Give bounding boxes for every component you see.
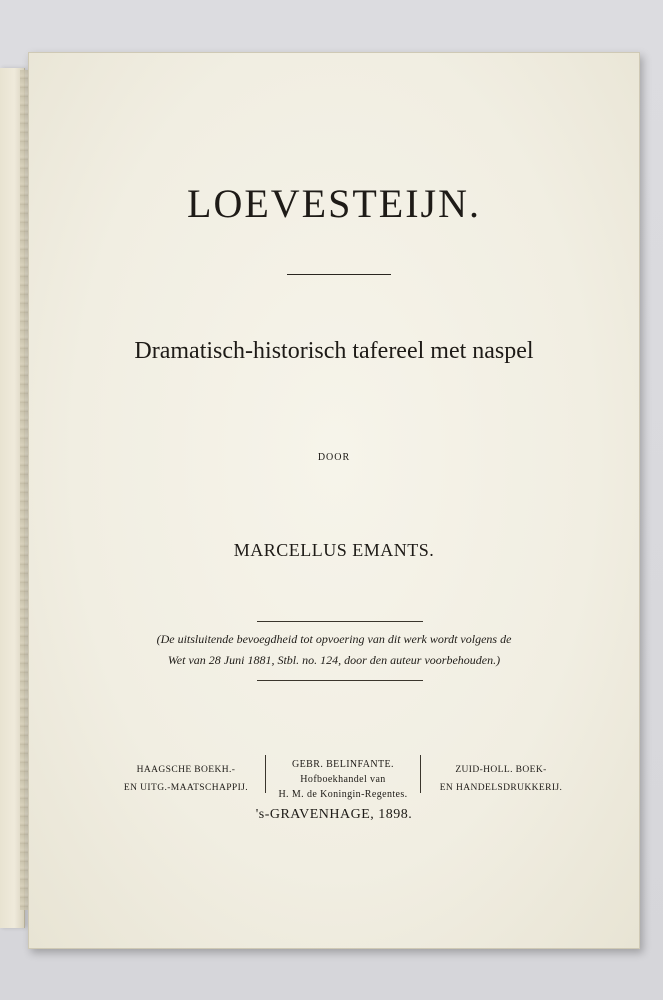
publisher-middle-line: Hofboekhandel van: [300, 774, 386, 785]
rights-notice: [29, 629, 639, 671]
book-title: LOEVESTEIJN.: [187, 181, 481, 226]
notice-rule-top: [257, 621, 423, 622]
rights-notice-line-2: Wet van 28 Juni 1881, Stbl. no. 124, door den auteur voorbehouden.): [167, 653, 501, 667]
author-name: MARCELLUS EMANTS.: [233, 540, 435, 560]
publisher-middle-line: GEBR. BELINFANTE.: [292, 759, 394, 770]
publisher-middle-line: H. M. de Koningin-Regentes.: [278, 789, 408, 800]
publisher-left: [107, 761, 265, 797]
title-page: [28, 52, 640, 949]
publisher-divider: [265, 755, 266, 793]
publisher-left-line: EN UITG.-MAATSCHAPPIJ.: [123, 783, 249, 793]
book-subtitle: Dramatisch-historisch tafereel met naspel: [134, 338, 534, 364]
notice-rule-bottom: [257, 680, 423, 681]
publisher-right: [421, 761, 581, 797]
publisher-left-line: HAAGSCHE BOEKH.-: [136, 765, 236, 775]
rights-notice-line-1: (De uitsluitende bevoegdheid tot opvoering van dit werk wordt volgens de: [156, 632, 512, 646]
imprint-place-date: 's-GRAVENHAGE, 1898.: [255, 807, 413, 822]
publisher-right-line: ZUID-HOLL. BOEK-: [455, 765, 547, 775]
publisher-right-line: EN HANDELSDRUKKERIJ.: [439, 783, 563, 793]
title-rule: [287, 274, 391, 275]
publisher-middle: [267, 757, 419, 802]
by-label: DOOR: [317, 452, 351, 463]
